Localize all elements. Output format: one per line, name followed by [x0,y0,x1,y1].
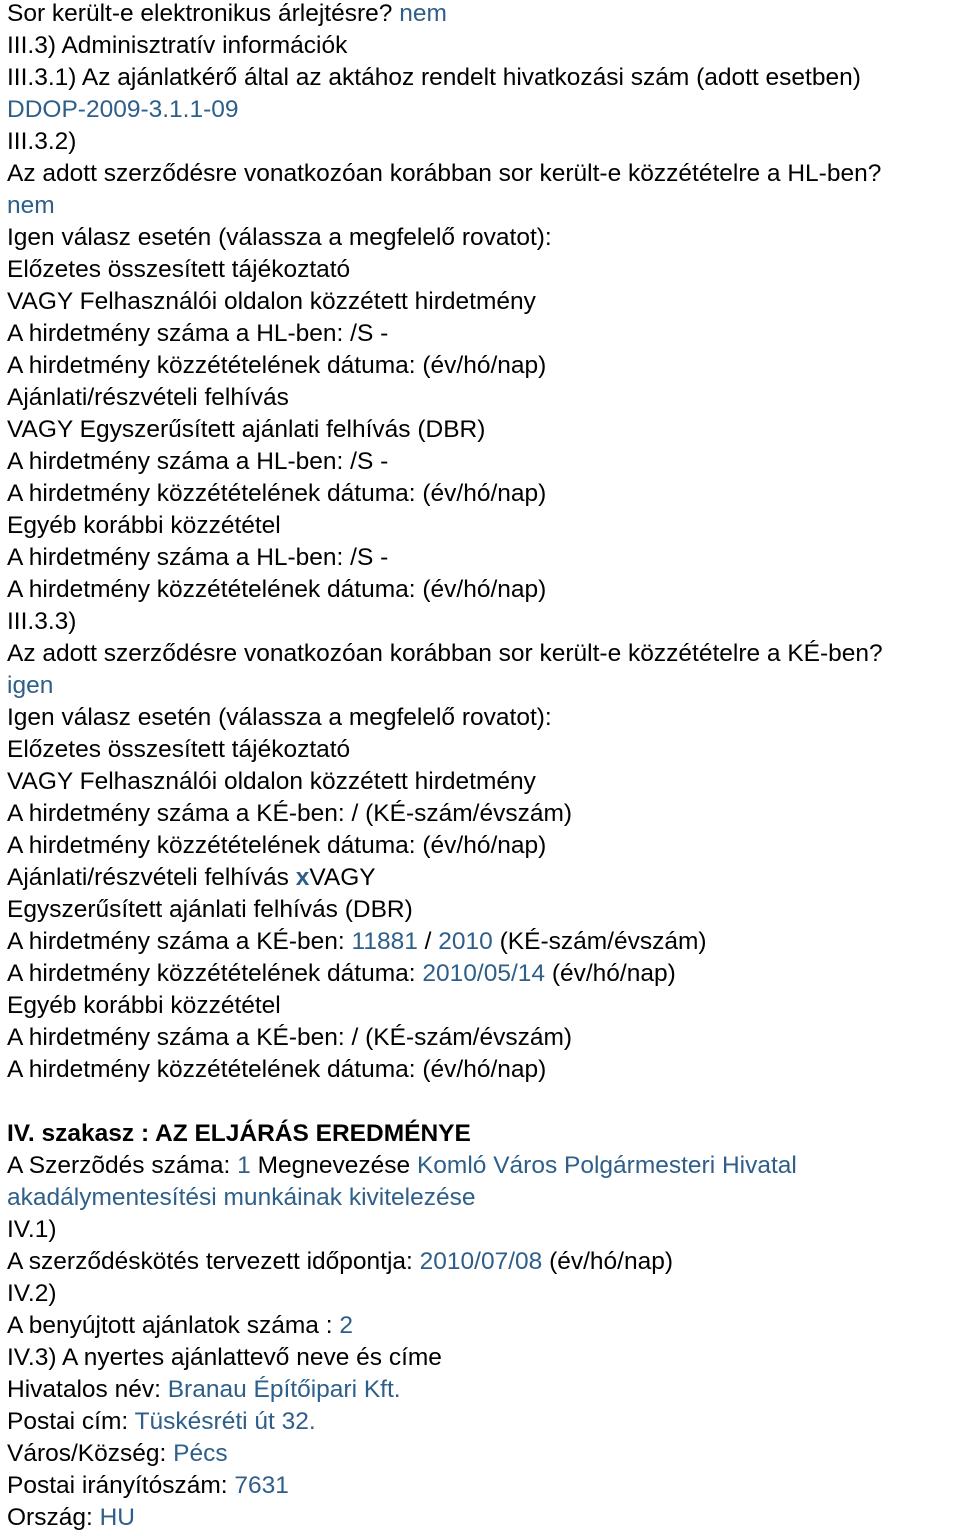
hl-answer: nem [7,192,55,219]
official-name-label: Hivatalos név: [7,1376,161,1403]
contract-date-label: A szerződéskötés tervezett időpontja: [7,1248,413,1275]
ke-notice-number-1: A hirdetmény száma a KÉ-ben: / (KÉ-szám/évszám) [7,800,573,827]
contract-name-value-2: akadálymentesítési munkáinak kivitelezése [7,1184,476,1211]
ke-call-mark: x [295,864,310,891]
offers-line [7,1312,960,1344]
contract-name-value-1: Komló Város Polgármesteri Hivatal [416,1152,797,1179]
ke-call-label: Ajánlati/részvételi felhívás [7,864,289,891]
ke-yes-hint: Igen válasz esetén (válassza a megfelelő rovatot): [7,704,552,731]
electronic-auction-line [7,0,960,32]
hl-question: Az adott szerződésre vonatkozóan korábban sor került-e közzétételre a HL-ben? [7,160,882,187]
contract-line [7,1152,960,1184]
city-value: Pécs [173,1440,228,1467]
hl-prior-info: Előzetes összesített tájékoztató [7,256,351,283]
official-name-line [7,1376,960,1408]
electronic-auction-value: nem [399,0,447,27]
ke-other-publication: Egyéb korábbi közzététel [7,992,281,1019]
ke-notice-number-2-suffix: (KÉ-szám/évszám) [499,928,707,955]
ke-answer: igen [7,672,54,699]
hl-notice-number-1: A hirdetmény száma a HL-ben: /S - [7,320,389,347]
winner-heading: IV.3) A nyertes ajánlattevő neve és címe [7,1344,442,1371]
zip-label: Postai irányítószám: [7,1472,228,1499]
hl-simplified-call: VAGY Egyszerűsített ajánlati felhívás (DBR) [7,416,486,443]
city-line [7,1440,960,1472]
ke-section-id: III.3.3) [7,608,77,635]
ke-call-or: VAGY [309,864,376,891]
ke-notice-number-2-sep: / [424,928,432,955]
city-label: Város/Község: [7,1440,167,1467]
hl-pub-date-2: A hirdetmény közzétételének dátuma: (év/hó/nap) [7,480,547,507]
contract-no-value: 1 [237,1152,251,1179]
iv1-id: IV.1) [7,1216,57,1243]
ke-question: Az adott szerződésre vonatkozóan korábban sor került-e közzétételre a KÉ-ben? [7,640,883,667]
ke-notice-number-3: A hirdetmény száma a KÉ-ben: / (KÉ-szám/évszám) [7,1024,573,1051]
country-label: Ország: [7,1504,93,1531]
country-line [7,1504,960,1536]
zip-value: 7631 [234,1472,289,1499]
contract-name-label: Megnevezése [257,1152,411,1179]
postal-address-label: Postai cím: [7,1408,129,1435]
hl-other-publication: Egyéb korábbi közzététel [7,512,281,539]
zip-line [7,1472,960,1504]
ke-pub-date-1: A hirdetmény közzétételének dátuma: (év/hó/nap) [7,832,547,859]
hl-buyer-profile: VAGY Felhasználói oldalon közzétett hirdetmény [7,288,536,315]
hl-yes-hint: Igen válasz esetén (válassza a megfelelő rovatot): [7,224,552,251]
hl-call: Ajánlati/részvételi felhívás [7,384,289,411]
contract-date-line [7,1248,960,1280]
ke-pub-date-2-value: 2010/05/14 [422,960,546,987]
postal-address-value: Tüskésréti út 32. [134,1408,316,1435]
contract-date-suffix: (év/hó/nap) [549,1248,674,1275]
ke-pub-date-3: A hirdetmény közzétételének dátuma: (év/hó/nap) [7,1056,547,1083]
ke-notice-number-2-num: 11881 [351,928,418,955]
ke-pub-date-2-label: A hirdetmény közzétételének dátuma: [7,960,416,987]
ke-pub-date-2-line [7,960,960,992]
ke-pub-date-2-suffix: (év/hó/nap) [551,960,676,987]
reference-number-value: DDOP-2009-3.1.1-09 [7,96,239,123]
country-value: HU [99,1504,135,1531]
contract-no-label: A Szerzõdés száma: [7,1152,231,1179]
ke-prior-info: Előzetes összesített tájékoztató [7,736,351,763]
reference-number-label: III.3.1) Az ajánlatkérő által az aktához rendelt hivatkozási szám (adott esetben) [7,64,861,91]
ke-notice-number-2-line [7,928,960,960]
electronic-auction-label: Sor került-e elektronikus árlejtésre? [7,0,393,27]
offers-value: 2 [339,1312,353,1339]
postal-address-line [7,1408,960,1440]
iv2-id: IV.2) [7,1280,57,1307]
hl-pub-date-1: A hirdetmény közzétételének dátuma: (év/hó/nap) [7,352,547,379]
hl-pub-date-3: A hirdetmény közzétételének dátuma: (év/hó/nap) [7,576,547,603]
offers-label: A benyújtott ajánlatok száma : [7,1312,333,1339]
ke-buyer-profile: VAGY Felhasználói oldalon közzétett hirdetmény [7,768,536,795]
official-name-value: Branau Építőipari Kft. [167,1376,401,1403]
admin-info-heading: III.3) Adminisztratív információk [7,32,348,59]
hl-notice-number-2: A hirdetmény száma a HL-ben: /S - [7,448,389,475]
contract-date-value: 2010/07/08 [419,1248,543,1275]
hl-section-id: III.3.2) [7,128,77,155]
hl-notice-number-3: A hirdetmény száma a HL-ben: /S - [7,544,389,571]
ke-notice-number-2-year: 2010 [438,928,493,955]
ke-simplified-call: Egyszerűsített ajánlati felhívás (DBR) [7,896,413,923]
ke-notice-number-2-label: A hirdetmény száma a KÉ-ben: [7,928,345,955]
ke-call-line [7,864,960,896]
section-4-heading: IV. szakasz : AZ ELJÁRÁS EREDMÉNYE [7,1120,471,1147]
spacer [7,1088,960,1120]
